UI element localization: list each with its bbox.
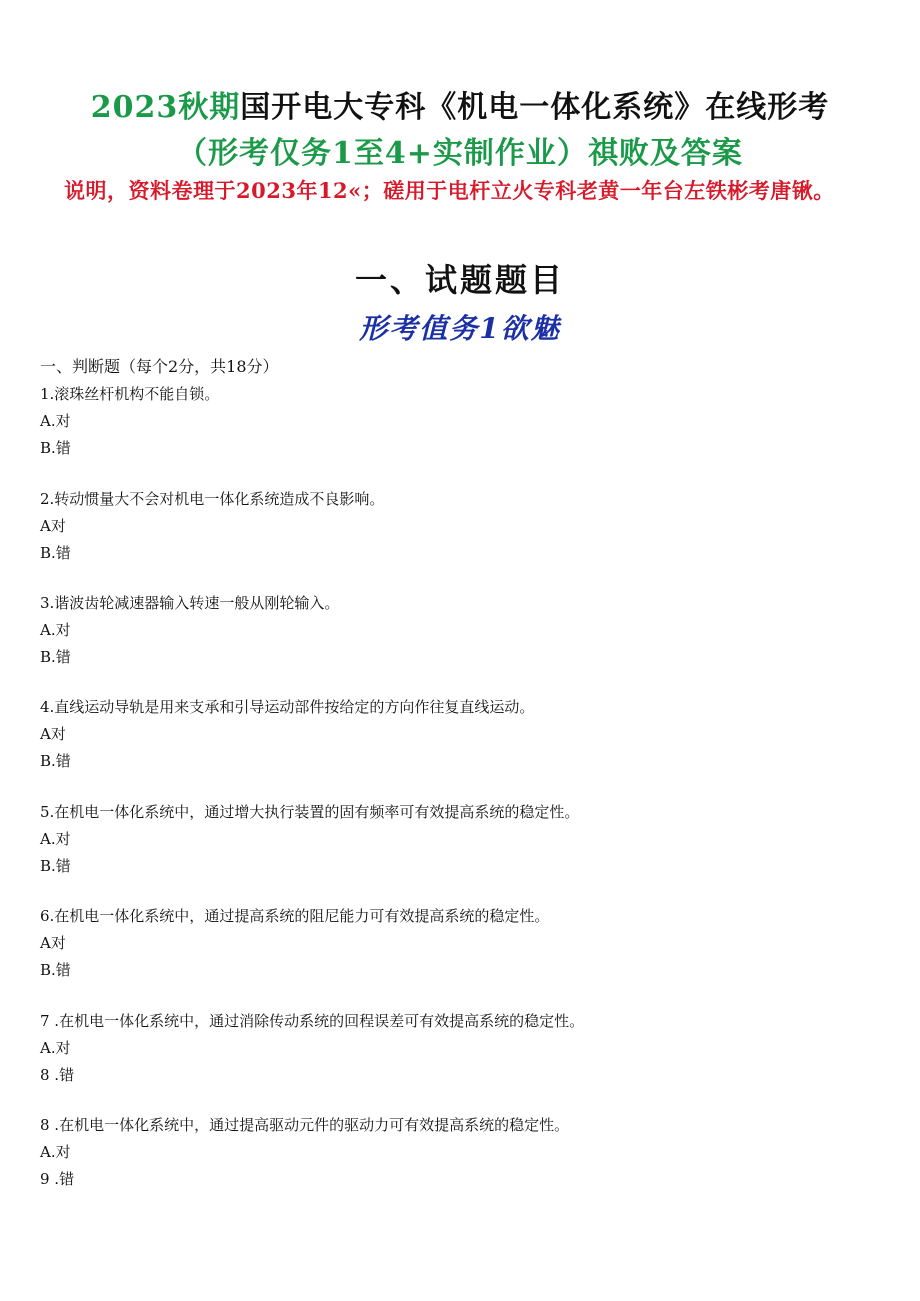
- question-item: [40, 694, 534, 775]
- document-title-line-1: [0, 82, 920, 126]
- section-heading: 一、试题题目: [354, 261, 565, 299]
- part-heading: 一、判断题（每个2分，共18分）: [40, 357, 279, 376]
- document-note: 说明，资料卷理于2023年12«；磋用于电杆立火专科老黄一年台左铁彬考唐锹。: [64, 178, 835, 203]
- question-stem: 6.在机电一体化系统中，通过提高系统的阻尼能力可有效提高系统的稳定性。: [40, 907, 550, 925]
- option-b: B.错: [40, 961, 71, 979]
- option-b: B.错: [40, 857, 71, 875]
- option-a: A.对: [40, 830, 71, 848]
- option-b: B.错: [40, 648, 71, 666]
- option-a: A对: [40, 934, 66, 952]
- option-b: B.错: [40, 544, 71, 562]
- option-b: B.错: [40, 752, 71, 770]
- question-item: [40, 903, 549, 984]
- question-stem: 2.转动惯量大不会对机电一体化系统造成不良影响。: [40, 490, 385, 508]
- question-stem: 8 .在机电一体化系统中，通过提高驱动元件的驱动力可有效提高系统的稳定性。: [40, 1116, 570, 1134]
- option-a: A对: [40, 517, 66, 535]
- option-a: A.对: [40, 1143, 71, 1161]
- title-course: 国开电大专科《机电一体化系统》在线形考: [240, 90, 830, 125]
- option-a: A对: [40, 725, 66, 743]
- question-item: [40, 381, 219, 462]
- document-title-line-2: （形考仅务1至4+实制作业）祺败及答案: [177, 136, 743, 171]
- question-stem: 7 .在机电一体化系统中，通过消除传动系统的回程误差可有效提高系统的稳定性。: [40, 1012, 585, 1030]
- question-item: [40, 590, 339, 671]
- task-heading: 形考值务1欲魅: [359, 312, 561, 345]
- question-stem: 5.在机电一体化系统中，通过增大执行装置的固有频率可有效提高系统的稳定性。: [40, 803, 580, 821]
- option-b: 8 .错: [40, 1066, 75, 1084]
- question-item: [40, 1008, 584, 1089]
- question-stem: 3.谐波齿轮减速器输入转速一般从刚轮输入。: [40, 594, 340, 612]
- question-stem: 4.直线运动导轨是用来支承和引导运动部件按给定的方向作往复直线运动。: [40, 698, 535, 716]
- option-a: A.对: [40, 1039, 71, 1057]
- option-a: A.对: [40, 621, 71, 639]
- option-b: B.错: [40, 439, 71, 457]
- title-year: 2023秋期: [90, 90, 241, 125]
- question-stem: 1.滚珠丝杆机构不能自锁。: [40, 385, 220, 403]
- option-b: 9 .错: [40, 1170, 75, 1188]
- option-a: A.对: [40, 412, 71, 430]
- question-item: [40, 799, 579, 880]
- question-item: [40, 486, 384, 567]
- question-item: [40, 1112, 569, 1193]
